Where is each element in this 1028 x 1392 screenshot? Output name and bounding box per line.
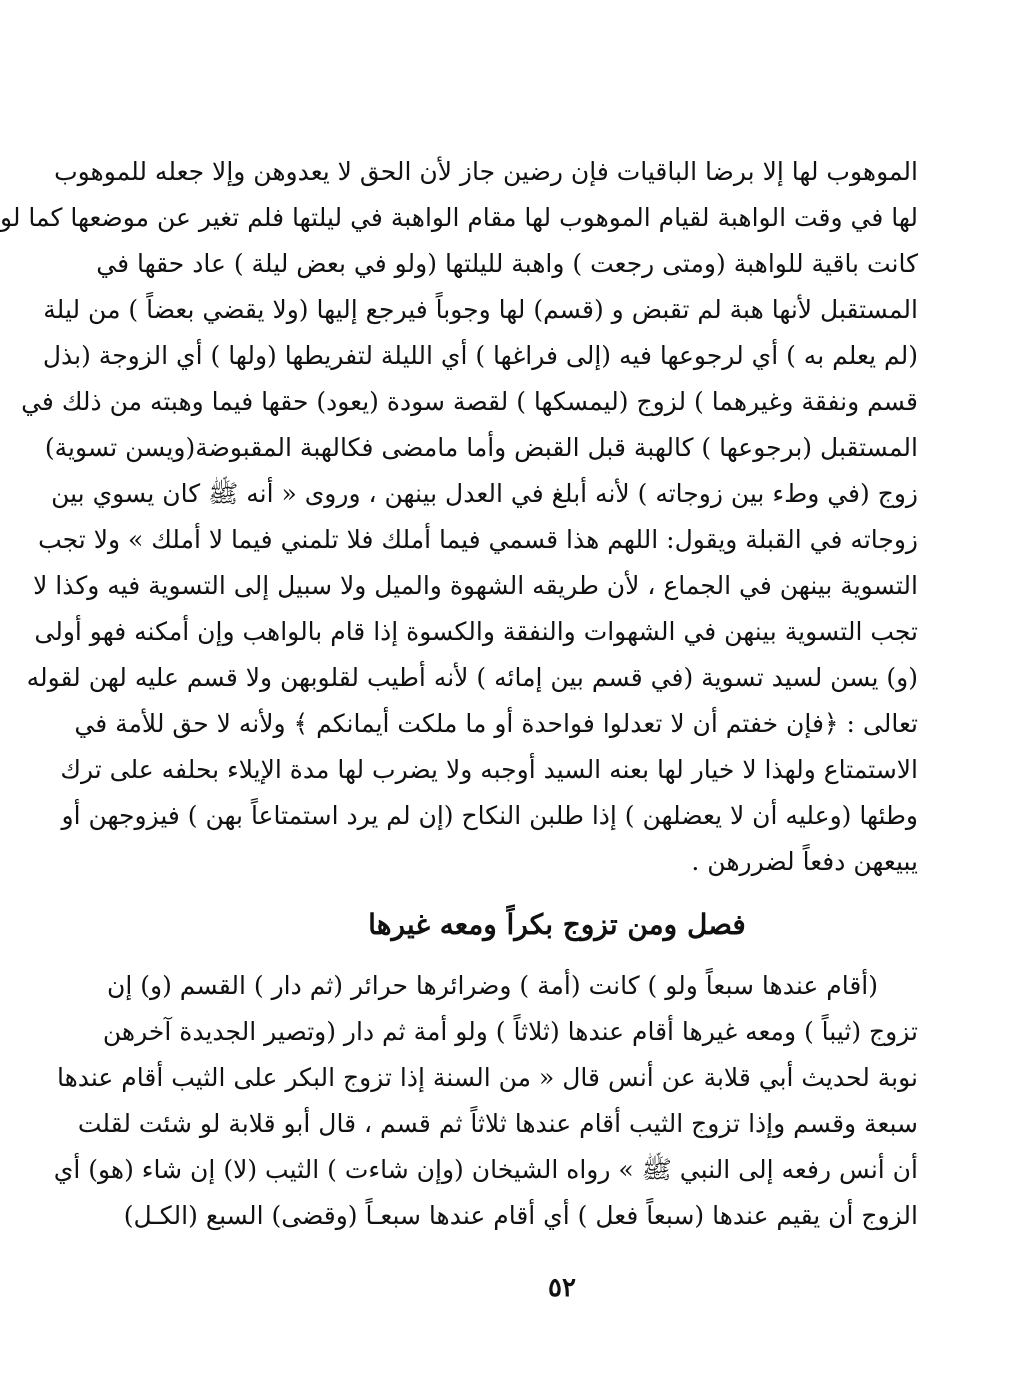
body-paragraph-2 [53,963,918,1239]
text-line: التسوية بينهن في الجماع ، لأن طريقه الشهوة والميل ولا سبيل إلى التسوية فيه وكذا لا [33,571,918,600]
text-line: (لم يعلم به ) أي لرجوعها فيه (إلى فراغها ) أي الليلة لتفريطها (ولها ) أي الزوجة (بذل [42,341,918,370]
text-line: الزوج أن يقيم عندها (سبعاً فعل ) أي أقام عندها سبعـاً (وقضى) السبع (الكـل) [123,1201,918,1230]
text-line: نوبة لحديث أبي قلابة عن أنس قال « من السنة إذا تزوج البكر على الثيب أقام عندها [56,1063,918,1092]
text-line: يبيعهن دفعاً لضررهن . [691,847,918,876]
page-number: ٥٢ [548,1273,576,1303]
text-line: المستقبل لأنها هبة لم تقبض و (قسم) لها وجوباً فيرجع إليها (ولا يقضي بعضاً ) من ليلة [43,295,918,324]
text-line: كانت باقية للواهبة (ومتى رجعت ) واهبة لليلتها (ولو في بعض ليلة ) عاد حقها في [96,249,918,278]
text-line: تجب التسوية بينهن في الشهوات والنفقة والكسوة إذا قام بالواهب وإن أمكنه فهو أولى [34,617,918,646]
text-line: الموهوب لها إلا برضا الباقيات فإن رضين جاز لأن الحق لا يعدوهن وإلا جعله للموهوب [54,157,918,186]
section-heading: فصل ومن تزوج بكراً ومعه غيرها [368,908,746,941]
text-line: سبعة وقسم وإذا تزوج الثيب أقام عندها ثلاثاً ثم قسم ، قال أبو قلابة لو شئت لقلت [77,1109,918,1138]
body-paragraph-1 [0,149,918,885]
text-line: تعالى : ﴿فإن خفتم أن لا تعدلوا فواحدة أو ما ملكت أيمانكم ﴾ ولأنه لا حق للأمة في [74,709,918,738]
text-line: (أقام عندها سبعاً ولو ) كانت (أمة ) وضرائرها حرائر (ثم دار ) القسم (و) إن [107,971,878,1000]
text-line: أن أنس رفعه إلى النبي ﷺ » رواه الشيخان (وإن شاءت ) الثيب (لا) إن شاء (هو) أي [53,1155,918,1184]
text-line: وطئها (وعليه أن لا يعضلهن ) إذا طلبن النكاح (إن لم يرد استمتاعاً بهن ) فيزوجهن أو [61,801,918,830]
text-line: تزوج (ثيباً ) ومعه غيرها أقام عندها (ثلاثاً ) ولو أمة ثم دار (وتصير الجديدة آخرهن [102,1017,918,1046]
text-line: (و) يسن لسيد تسوية (في قسم بين إمائه ) لأنه أطيب لقلوبهن ولا قسم عليه لهن لقوله [26,663,918,692]
text-line: قسم ونفقة وغيرهما ) لزوج (ليمسكها ) لقصة سودة (يعود) حقها فيما وهبته من ذلك في [21,387,918,416]
text-line: الاستمتاع ولهذا لا خيار لها بعنه السيد أوجبه ولا يضرب لها مدة الإيلاء بحلفه على ترك [60,755,918,784]
text-line: زوج (في وطء بين زوجاته ) لأنه أبلغ في العدل بينهن ، وروى « أنه ﷺ كان يسوي بين [51,479,918,508]
text-line: لها في وقت الواهبة لقيام الموهوب لها مقام الواهبة في ليلتها فلم تغير عن موضعها كما لو [0,203,918,232]
text-line: زوجاته في القبلة ويقول: اللهم هذا قسمي فيما أملك فلا تلمني فيما لا أملك » ولا تجب [38,525,918,554]
text-line: المستقبل (برجوعها ) كالهبة قبل القبض وأما مامضى فكالهبة المقبوضة(ويسن تسوية) [44,433,918,462]
